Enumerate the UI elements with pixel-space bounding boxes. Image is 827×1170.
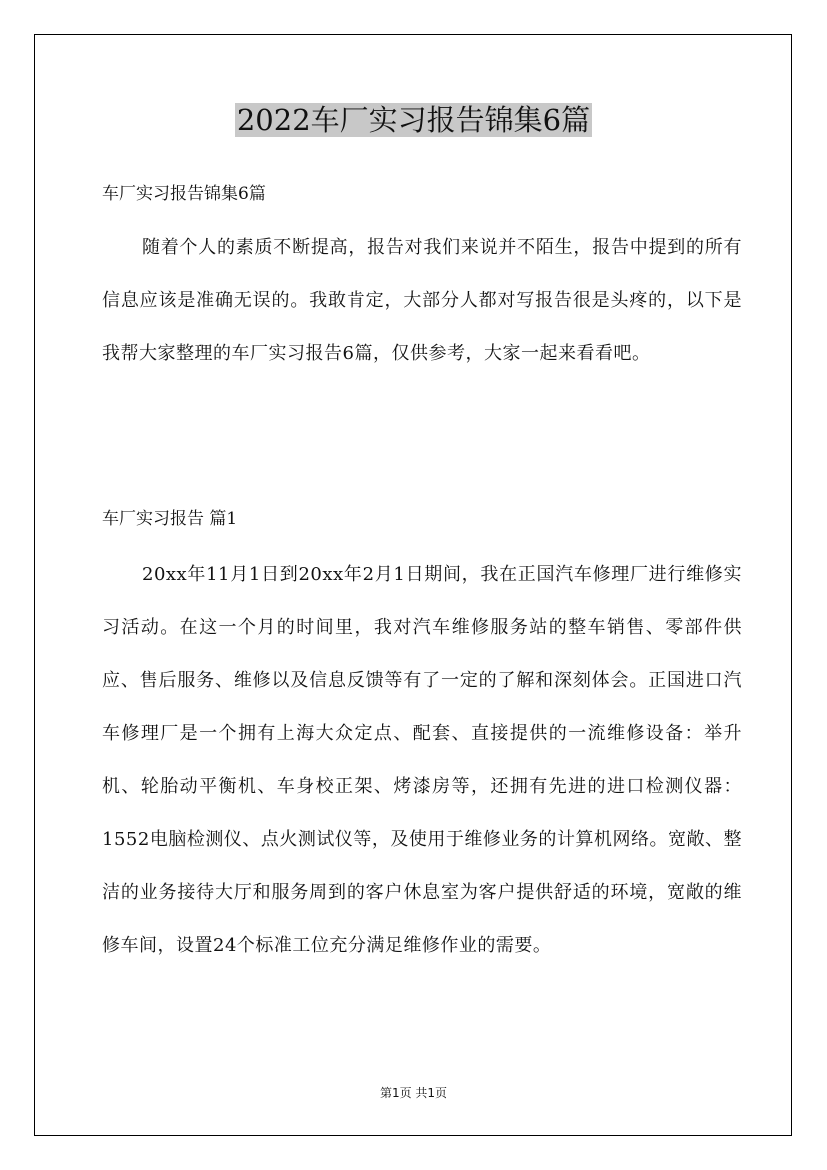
section-paragraph: 20xx年11月1日到20xx年2月1日期间，我在正国汽车修理厂进行维修实习活动。在这一个月的时间里，我对汽车维修服务站的整车销售、零部件供应、售后服务、维修以及信息反馈等有了一定的了解和深刻体会。正国进口汽车修理厂是一个拥有上海大众定点、配套、直接提供的一流维修设备：举升机、轮胎动平衡机、车身校正架、烤漆房等，还拥有先进的进口检测仪器：1552电脑检测仪、点火测试仪等，及使用于维修业务的计算机网络。宽敞、整洁的业务接待大厅和服务周到的客户休息室为客户提供舒适的环境，宽敞的维修车间，设置24个标准工位充分满足维修作业的需要。 <box>102 564 742 956</box>
intro-paragraph: 随着个人的素质不断提高，报告对我们来说并不陌生，报告中提到的所有信息应该是准确无误的。我敢肯定，大部分人都对写报告很是头疼的，以下是我帮大家整理的车厂实习报告6篇，仅供参考，大家一起来看看吧。 <box>102 237 742 364</box>
page-footer: 第1页 共1页 <box>379 1086 448 1100</box>
document-subtitle: 车厂实习报告锦集6篇 <box>102 184 266 204</box>
document-title <box>0 100 827 140</box>
document-title-text: 2022车厂实习报告锦集6篇 <box>236 103 591 137</box>
section-heading: 车厂实习报告 篇1 <box>102 509 238 529</box>
